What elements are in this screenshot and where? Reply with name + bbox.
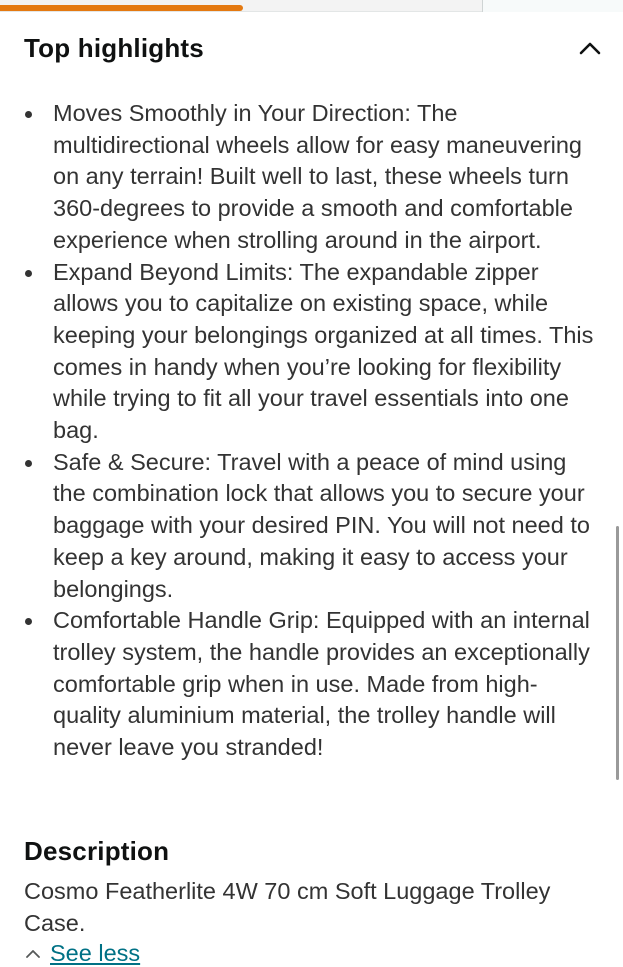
highlight-item — [24, 447, 604, 606]
description-text: Cosmo Featherlite 4W 70 cm Soft Luggage Trolley Case. — [24, 878, 551, 936]
highlights-list — [24, 98, 604, 764]
highlight-text: Moves Smoothly in Your Direction: The multidirectional wheels allow for easy maneuvering on any terrain! Built well to last, these wheels turn 360-degrees to provide a smooth and comfortable experience when strolling around in the airport. — [53, 100, 583, 253]
bullet-icon — [25, 111, 32, 118]
highlights-title: Top highlights — [24, 32, 204, 63]
highlight-item — [24, 257, 604, 447]
tab-right-segment[interactable] — [483, 0, 623, 12]
description-title: Description — [24, 836, 170, 866]
see-less-label[interactable]: See less — [50, 940, 141, 966]
bullet-icon — [25, 618, 32, 625]
bullet-icon — [25, 270, 32, 277]
highlight-text: Safe & Secure: Travel with a peace of mind using the combination lock that allows you to secure your baggage with your desired PIN. You will not need to keep a key around, making it easy to access your belongings. — [53, 448, 590, 602]
chevron-up-icon[interactable] — [578, 36, 602, 60]
bullet-icon — [25, 460, 32, 467]
highlight-item — [24, 605, 604, 764]
page-progress-fill — [0, 5, 243, 11]
highlights-header[interactable] — [24, 30, 602, 66]
see-less-link[interactable] — [26, 940, 140, 967]
highlight-item — [24, 98, 604, 257]
scrollbar-thumb[interactable] — [616, 526, 619, 780]
highlight-text: Expand Beyond Limits: The expandable zipper allows you to capitalize on existing space, while keeping your belongings organized at all times. This comes in handy when you’re looking for flexibility while trying to fit all your travel essentials into one bag. — [53, 258, 594, 444]
chevron-up-small-icon — [26, 949, 40, 958]
highlight-text: Comfortable Handle Grip: Equipped with an internal trolley system, the handle provides an exceptionally comfortable grip when in use. Made from high-quality aluminium material, the trolley handle will never leave you stranded! — [53, 607, 590, 761]
tab-divider — [482, 0, 483, 12]
